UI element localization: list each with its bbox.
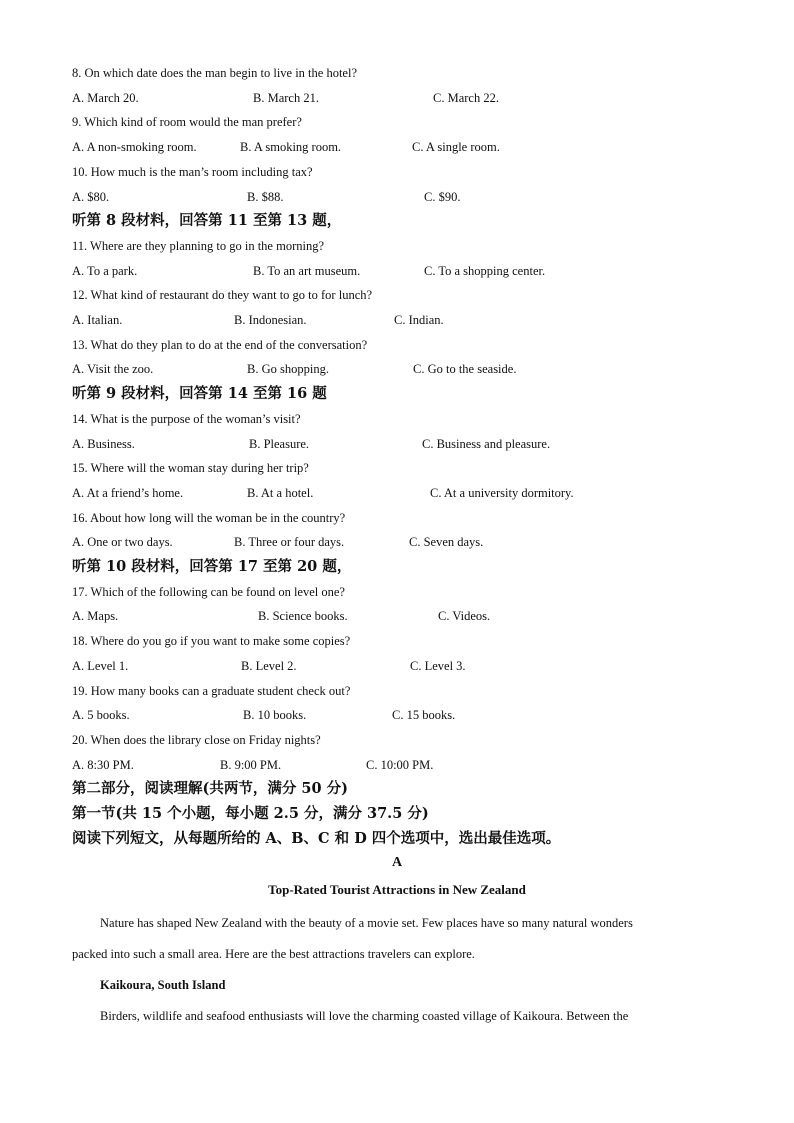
question-17: 17. Which of the following can be found on level one?: [72, 585, 345, 599]
option-c: C. 15 books.: [392, 708, 456, 722]
section-heading-8: 听第 8 段材料，回答第 11 至第 13 题，: [72, 212, 342, 229]
paragraph-1-line-1: Nature has shaped New Zealand with the beauty of a movie set. Few places have so many natural wonders: [100, 916, 633, 930]
reading-instructions: 阅读下列短文，从每题所给的 A、B、C 和 D 四个选项中，选出最佳选项。: [72, 830, 561, 847]
section-heading-10: 听第 10 段材料，回答第 17 至第 20 题，: [72, 558, 352, 575]
option-a: A. Level 1.: [72, 659, 129, 673]
paragraph-2-line-1: Birders, wildlife and seafood enthusiasts will love the charming coasted village of Kaikoura. Between the: [100, 1009, 629, 1023]
option-a: A. To a park.: [72, 264, 138, 278]
option-c: C. Go to the seaside.: [413, 362, 517, 376]
option-b: B. Pleasure.: [249, 437, 310, 451]
option-a: A. $80.: [72, 190, 110, 204]
option-b: B. March 21.: [253, 91, 319, 105]
question-15: 15. Where will the woman stay during her trip?: [72, 461, 309, 475]
option-a: A. At a friend’s home.: [72, 486, 184, 500]
question-20: 20. When does the library close on Friday nights?: [72, 733, 321, 747]
option-a: A. Maps.: [72, 609, 119, 623]
option-a: A. Visit the zoo.: [72, 362, 154, 376]
option-b: B. Level 2.: [241, 659, 297, 673]
part-two-heading: 第二部分，阅读理解(共两节，满分 50 分): [72, 780, 348, 797]
option-b: B. Go shopping.: [247, 362, 329, 376]
option-a: A. Italian.: [72, 313, 123, 327]
option-b: B. To an art museum.: [253, 264, 361, 278]
question-11: 11. Where are they planning to go in the morning?: [72, 239, 325, 253]
option-a: A. March 20.: [72, 91, 139, 105]
option-a: A. 8:30 PM.: [72, 758, 134, 772]
option-b: B. Three or four days.: [234, 535, 345, 549]
option-a: A. Business.: [72, 437, 135, 451]
option-b: B. Science books.: [258, 609, 348, 623]
passage-letter: A: [391, 855, 403, 870]
option-c: C. $90.: [424, 190, 461, 204]
option-b: B. Indonesian.: [234, 313, 307, 327]
question-18: 18. Where do you go if you want to make some copies?: [72, 634, 351, 648]
paragraph-1-line-2: packed into such a small area. Here are the best attractions travelers can explore.: [72, 947, 475, 961]
option-c: C. 10:00 PM.: [366, 758, 434, 772]
section-heading-9: 听第 9 段材料，回答第 14 至第 16 题: [72, 385, 327, 402]
question-12: 12. What kind of restaurant do they want to go to for lunch?: [72, 288, 373, 302]
option-a: A. A non-smoking room.: [72, 140, 197, 154]
question-16: 16. About how long will the woman be in the country?: [72, 511, 346, 525]
option-c: C. A single room.: [412, 140, 500, 154]
option-c: C. Indian.: [394, 313, 444, 327]
question-8: 8. On which date does the man begin to live in the hotel?: [72, 66, 357, 80]
option-a: A. 5 books.: [72, 708, 130, 722]
option-b: B. $88.: [247, 190, 284, 204]
question-10: 10. How much is the man’s room including tax?: [72, 165, 313, 179]
subheading-kaikoura: Kaikoura, South Island: [100, 978, 226, 992]
option-c: C. Videos.: [438, 609, 491, 623]
option-c: C. March 22.: [433, 91, 499, 105]
option-c: C. Business and pleasure.: [422, 437, 551, 451]
option-b: B. At a hotel.: [247, 486, 314, 500]
option-a: A. One or two days.: [72, 535, 173, 549]
section-one-heading: 第一节(共 15 个小题，每小题 2.5 分，满分 37.5 分): [72, 805, 429, 822]
question-9: 9. Which kind of room would the man prefer?: [72, 115, 302, 129]
option-c: C. Level 3.: [410, 659, 466, 673]
option-c: C. To a shopping center.: [424, 264, 546, 278]
passage-title: Top-Rated Tourist Attractions in New Zealand: [268, 882, 526, 897]
option-c: C. Seven days.: [409, 535, 484, 549]
option-b: B. A smoking room.: [240, 140, 342, 154]
option-b: B. 10 books.: [243, 708, 307, 722]
question-13: 13. What do they plan to do at the end of the conversation?: [72, 338, 368, 352]
question-14: 14. What is the purpose of the woman’s visit?: [72, 412, 301, 426]
question-19: 19. How many books can a graduate student check out?: [72, 684, 351, 698]
option-b: B. 9:00 PM.: [220, 758, 282, 772]
option-c: C. At a university dormitory.: [430, 486, 574, 500]
